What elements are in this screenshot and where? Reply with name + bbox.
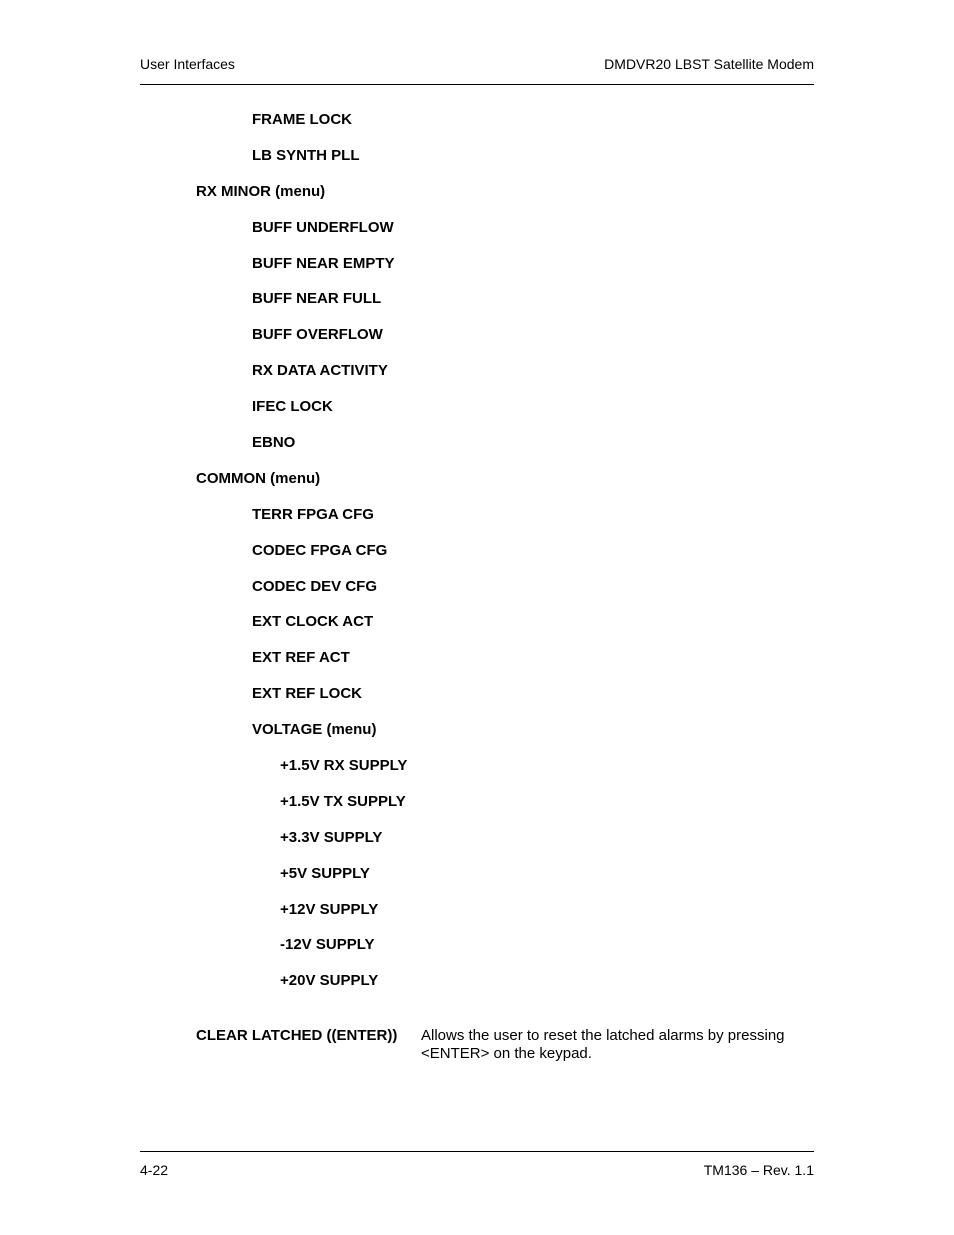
menu-item: IFEC LOCK [252, 398, 333, 416]
menu-item: TERR FPGA CFG [252, 505, 374, 523]
menu-item: FRAME LOCK [252, 111, 352, 128]
submenu-heading: VOLTAGE (menu) [252, 721, 377, 739]
header-document-title: DMDVR20 LBST Satellite Modem [604, 56, 814, 72]
menu-item: CODEC DEV CFG [252, 577, 378, 595]
menu-item: -12V SUPPLY [280, 936, 375, 954]
menu-item: RX DATA ACTIVITY [252, 362, 388, 380]
menu-item: BUFF NEAR EMPTY [252, 254, 395, 272]
clear-latched-label: CLEAR LATCHED ((ENTER)) [196, 1027, 398, 1044]
menu-item: +1.5V TX SUPPLY [280, 792, 406, 810]
clear-latched-description: Allows the user to reset the latched alarms by pressing <ENTER> on the keypad. [421, 1027, 785, 1062]
menu-item: +1.5V RX SUPPLY [280, 757, 408, 775]
menu-item: BUFF NEAR FULL [252, 290, 382, 308]
alarm-menu-list [0, 111, 954, 1008]
menu-item: BUFF UNDERFLOW [252, 218, 394, 236]
footer-rule [140, 1151, 814, 1152]
menu-item: +12V SUPPLY [280, 900, 379, 918]
menu-heading: RX MINOR (menu) [196, 182, 326, 200]
menu-item: +5V SUPPLY [280, 864, 370, 882]
menu-item: EXT REF ACT [252, 649, 350, 667]
menu-item: +20V SUPPLY [280, 972, 379, 990]
menu-item: BUFF OVERFLOW [252, 326, 383, 344]
menu-item: EXT CLOCK ACT [252, 613, 374, 631]
menu-item: +3.3V SUPPLY [280, 828, 383, 846]
menu-heading: COMMON (menu) [196, 469, 321, 487]
header-section-title: User Interfaces [140, 56, 235, 72]
header-rule [140, 84, 814, 85]
menu-item: LB SYNTH PLL [252, 146, 360, 164]
page-number: 4-22 [140, 1162, 169, 1178]
menu-item: EXT REF LOCK [252, 685, 363, 703]
document-revision: TM136 – Rev. 1.1 [703, 1162, 814, 1178]
menu-item: CODEC FPGA CFG [252, 541, 388, 559]
menu-item: EBNO [252, 434, 296, 452]
